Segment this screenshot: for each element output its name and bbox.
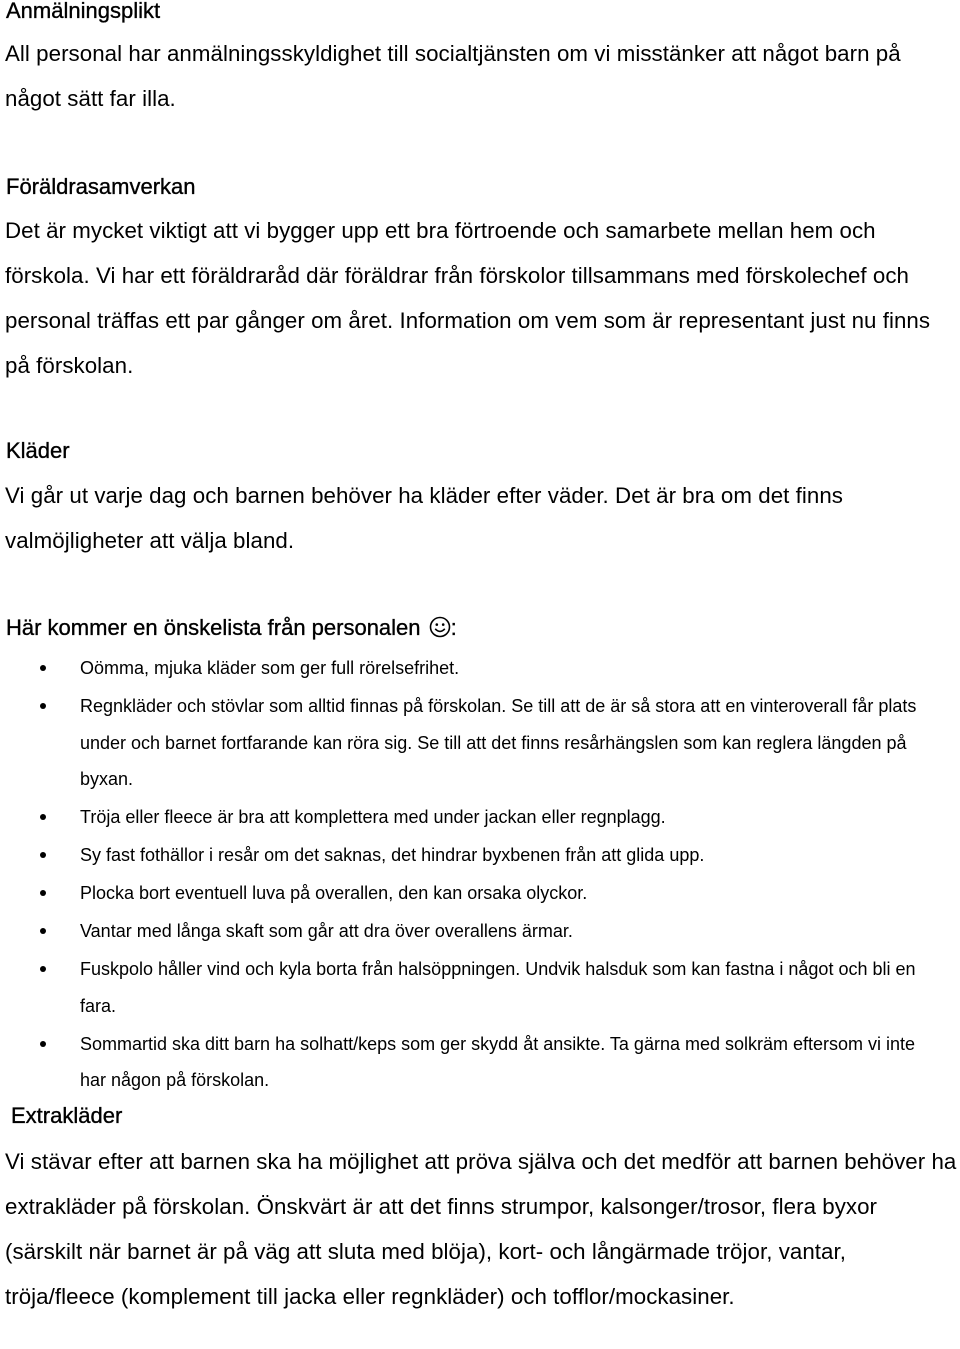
bullet-icon <box>40 814 46 820</box>
heading-anmalningsplikt: Anmälningsplikt <box>6 0 161 23</box>
wishlist-item <box>0 650 940 687</box>
wishlist-item-text: Plocka bort eventuell luva på overallen, den kan orsaka olyckor. <box>80 883 588 903</box>
wishlist-item <box>0 837 940 874</box>
wishlist-item <box>0 688 940 798</box>
wishlist-item <box>0 875 940 912</box>
wishlist-item-text: Fuskpolo håller vind och kyla borta från halsöppningen. Undvik halsduk som kan fastna i något och bli en fara. <box>80 959 916 1016</box>
heading-onskelista-colon: : <box>450 615 457 640</box>
heading-klader: Kläder <box>6 438 70 463</box>
wishlist-item <box>0 1026 940 1099</box>
smiley-face-icon <box>429 616 451 646</box>
heading-onskelista <box>6 613 457 646</box>
bullet-icon <box>40 890 46 896</box>
wishlist-item-text: Tröja eller fleece är bra att komplettera med under jackan eller regnplagg. <box>80 807 666 827</box>
wishlist <box>0 646 940 1099</box>
bullet-icon <box>40 852 46 858</box>
heading-onskelista-text: Här kommer en önskelista från personalen <box>6 615 421 640</box>
heading-extraklader: Extrakläder <box>11 1103 123 1128</box>
bullet-icon <box>40 665 46 671</box>
wishlist-item <box>0 799 940 836</box>
wishlist-item <box>0 913 940 950</box>
wishlist-item-text: Oömma, mjuka kläder som ger full rörelsefrihet. <box>80 658 460 678</box>
paragraph-foraldrasamverkan: Det är mycket viktigt att vi bygger upp ett bra förtroende och samarbete mellan hem och förskola. Vi har ett föräldraråd där föräldrar från förskolor tillsammans med förskolechef och personal träffas ett par gånger om året. Information om vem som är representant just nu finns på förskolan. <box>5 218 931 378</box>
wishlist-item <box>0 951 940 1024</box>
bullet-icon <box>40 703 46 709</box>
paragraph-extraklader: Vi stävar efter att barnen ska ha möjlighet att pröva själva och det medför att barnen behöver ha extrakläder på förskolan. Önskvärt är att det finns strumpor, kalsonger/trosor, flera byxor (särskilt när barnet är på väg att sluta med blöja), kort- och långärmade tröjor, vantar, tröja/fleece (komplement till jacka eller regnkläder) och tofflor/mockasiner. <box>5 1149 957 1309</box>
wishlist-item-text: Sommartid ska ditt barn ha solhatt/keps som ger skydd åt ansikte. Ta gärna med solkräm eftersom vi inte har någon på förskolan. <box>80 1033 916 1090</box>
wishlist-item-text: Regnkläder och stövlar som alltid finnas på förskolan. Se till att de är så stora att en vinteroverall får plats under och barnet fortfarande kan röra sig. Se till att det finns resårhängslen som kan reglera längden på byxan. <box>80 696 917 789</box>
heading-foraldrasamverkan: Föräldrasamverkan <box>6 174 196 199</box>
bullet-icon <box>40 928 46 934</box>
paragraph-klader: Vi går ut varje dag och barnen behöver ha kläder efter väder. Det är bra om det finns valmöjligheter att välja bland. <box>5 483 843 553</box>
bullet-icon <box>40 1041 46 1047</box>
bullet-icon <box>40 966 46 972</box>
paragraph-anmalningsplikt: All personal har anmälningsskyldighet till socialtjänsten om vi misstänker att något barn på något sätt far illa. <box>5 41 901 111</box>
wishlist-item-text: Sy fast fothällor i resår om det saknas, det hindrar byxbenen från att glida upp. <box>80 845 705 865</box>
wishlist-item-text: Vantar med långa skaft som går att dra över overallens ärmar. <box>80 921 573 941</box>
